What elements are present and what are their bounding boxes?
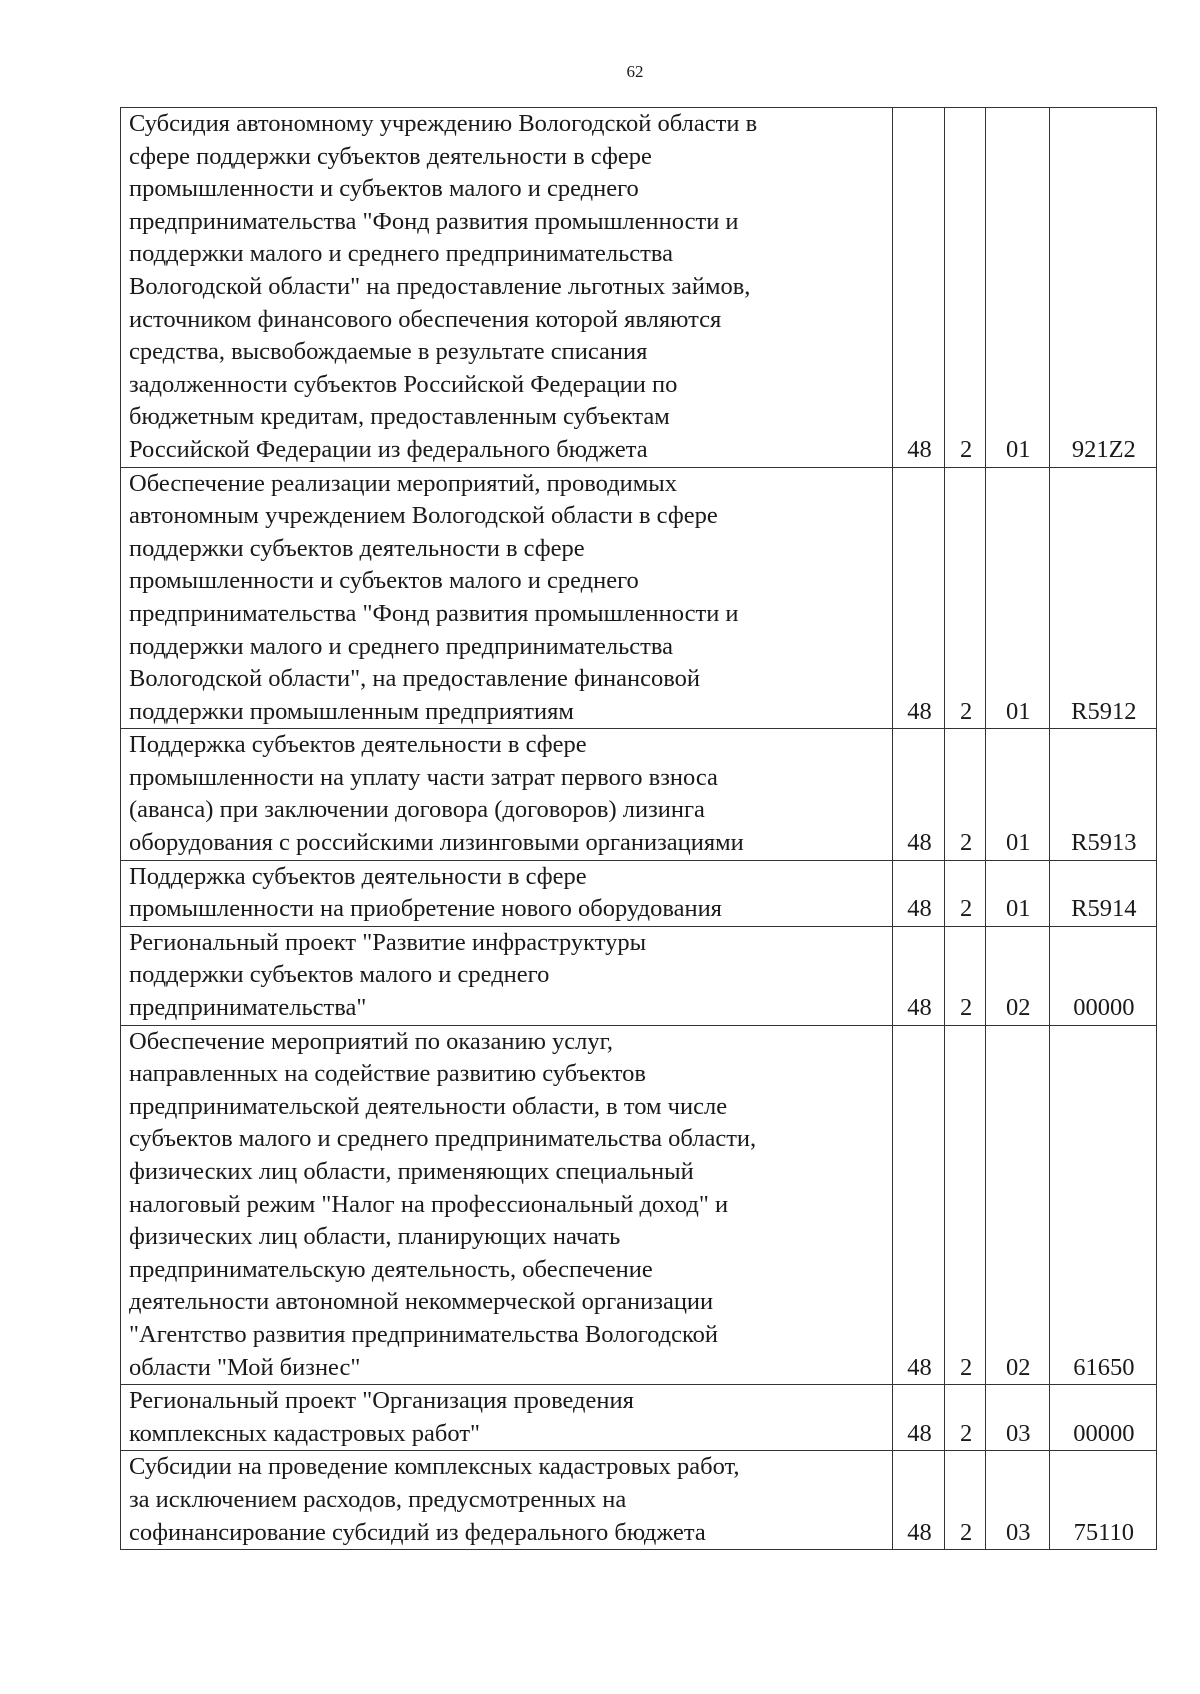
table-row [121, 926, 1157, 1025]
row-code-d: 00000 [1049, 926, 1156, 1025]
row-description: Обеспечение мероприятий по оказанию услуг, направленных на содействие развитию субъектов предпринимательской деятельности области, в том числе субъектов малого и среднего предпринимательства области, физических лиц области, применяющих специальный налоговый режим "Налог на профессиональный доход" и физических лиц области, планирующих начать предпринимательскую деятельность, обеспечение деятельности автономной некоммерческой организации "Агентство развития предпринимательства Вологодской области "Мой бизнес" [121, 1025, 893, 1385]
row-code-b: 2 [945, 1025, 986, 1385]
row-code-b: 2 [945, 467, 986, 729]
row-description: Субсидия автономному учреждению Вологодской области в сфере поддержки субъектов деятельности в сфере промышленности и субъектов малого и среднего предпринимательства "Фонд развития промышленности и поддержки малого и среднего предпринимательства Вологодской области" на предоставление льготных займов, источником финансового обеспечения которой являются средства, высвобождаемые в результате списания задолженности субъектов Российской Федерации по бюджетным кредитам, предоставленным субъектам Российской Федерации из федерального бюджета [121, 108, 893, 468]
row-code-b: 2 [945, 729, 986, 860]
row-description: Региональный проект "Развитие инфраструктуры поддержки субъектов малого и среднего предпринимательства" [121, 926, 893, 1025]
row-code-a: 48 [892, 108, 945, 468]
row-code-d: 00000 [1049, 1385, 1156, 1451]
row-code-c: 02 [985, 926, 1049, 1025]
page-number [0, 62, 1200, 82]
row-description: Поддержка субъектов деятельности в сфере промышленности на уплату части затрат первого взноса (аванса) при заключении договора (договоров) лизинга оборудования с российскими лизинговыми организациями [121, 729, 893, 860]
row-code-a: 48 [892, 1451, 945, 1550]
row-code-a: 48 [892, 1385, 945, 1451]
row-code-d: 61650 [1049, 1025, 1156, 1385]
table-row [121, 1025, 1157, 1385]
row-code-d: R5912 [1049, 467, 1156, 729]
row-code-b: 2 [945, 1451, 986, 1550]
row-code-a: 48 [892, 926, 945, 1025]
row-code-d: R5914 [1049, 860, 1156, 926]
row-code-a: 48 [892, 467, 945, 729]
row-description: Субсидии на проведение комплексных кадастровых работ, за исключением расходов, предусмотренных на софинансирование субсидий из федерального бюджета [121, 1451, 893, 1550]
row-code-d: 921Z2 [1049, 108, 1156, 468]
row-code-c: 01 [985, 467, 1049, 729]
row-code-c: 03 [985, 1385, 1049, 1451]
row-code-d: 75110 [1049, 1451, 1156, 1550]
table-row [121, 860, 1157, 926]
row-code-b: 2 [945, 926, 986, 1025]
table-row [121, 1451, 1157, 1550]
table-row [121, 108, 1157, 468]
table-row [121, 1385, 1157, 1451]
row-description: Региональный проект "Организация проведения комплексных кадастровых работ" [121, 1385, 893, 1451]
row-description: Обеспечение реализации мероприятий, проводимых автономным учреждением Вологодской области в сфере поддержки субъектов деятельности в сфере промышленности и субъектов малого и среднего предпринимательства "Фонд развития промышленности и поддержки малого и среднего предпринимательства Вологодской области", на предоставление финансовой поддержки промышленным предприятиям [121, 467, 893, 729]
row-code-c: 02 [985, 1025, 1049, 1385]
table-row [121, 729, 1157, 860]
row-code-c: 01 [985, 108, 1049, 468]
table-row [121, 467, 1157, 729]
page-number-text: 62 [626, 62, 644, 81]
row-code-a: 48 [892, 729, 945, 860]
row-description: Поддержка субъектов деятельности в сфере промышленности на приобретение нового оборудования [121, 860, 893, 926]
row-code-c: 03 [985, 1451, 1049, 1550]
row-code-d: R5913 [1049, 729, 1156, 860]
row-code-a: 48 [892, 1025, 945, 1385]
row-code-a: 48 [892, 860, 945, 926]
budget-classification-table [120, 107, 1157, 1550]
row-code-c: 01 [985, 729, 1049, 860]
row-code-b: 2 [945, 860, 986, 926]
row-code-b: 2 [945, 108, 986, 468]
row-code-c: 01 [985, 860, 1049, 926]
row-code-b: 2 [945, 1385, 986, 1451]
